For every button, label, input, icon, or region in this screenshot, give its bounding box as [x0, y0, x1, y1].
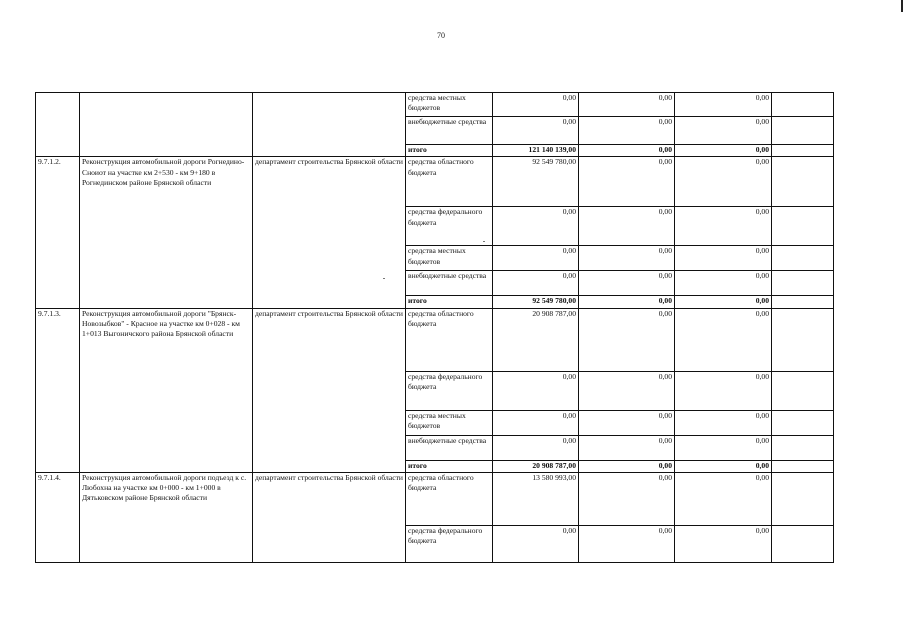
amount-3: 0,00 — [675, 271, 772, 296]
funding-source: средства местных бюджетов — [406, 246, 493, 271]
amount-2: 0,00 — [579, 117, 675, 145]
amount-3: 0,00 — [675, 460, 772, 472]
funding-source: средства федерального бюджета — [406, 207, 493, 246]
amount-2: 0,00 — [579, 460, 675, 472]
amount-3: 0,00 — [675, 296, 772, 308]
amount-3: 0,00 — [675, 246, 772, 271]
empty-cell — [772, 472, 834, 525]
row-department: департамент строительства Брянской области — [253, 308, 406, 472]
page-number: 70 — [437, 31, 445, 40]
amount-2: 0,00 — [579, 145, 675, 157]
funding-source: итого — [406, 145, 493, 157]
amount-1: 20 908 787,00 — [493, 308, 579, 371]
row-name: Реконструкция автомобильной дороги подъезд к с. Любохна на участке км 0+000 - км 1+000 в Дятьковском районе Брянской области — [80, 472, 253, 562]
amount-2: 0,00 — [579, 157, 675, 207]
amount-2: 0,00 — [579, 410, 675, 435]
empty-cell — [772, 117, 834, 145]
funding-source: средства областного бюджета — [406, 308, 493, 371]
amount-2: 0,00 — [579, 435, 675, 460]
empty-cell — [772, 296, 834, 308]
empty-cell — [772, 460, 834, 472]
budget-table — [35, 92, 834, 563]
row-name: Реконструкция автомобильной дороги Рогнедино-Сноиот на участке км 2+530 - км 9+180 в Рогнединском районе Брянской области — [80, 157, 253, 308]
row-code: 9.7.1.2. — [36, 157, 80, 308]
amount-1: 0,00 — [493, 525, 579, 562]
amount-1: 20 908 787,00 — [493, 460, 579, 472]
amount-3: 0,00 — [675, 472, 772, 525]
amount-1: 92 549 780,00 — [493, 296, 579, 308]
table-row — [36, 472, 834, 525]
empty-cell — [772, 271, 834, 296]
funding-source: внебюджетные средства — [406, 435, 493, 460]
empty-cell — [772, 410, 834, 435]
table-row — [36, 308, 834, 371]
funding-source: внебюджетные средства — [406, 117, 493, 145]
empty-cell — [772, 308, 834, 371]
empty-cell — [772, 93, 834, 117]
amount-2: 0,00 — [579, 296, 675, 308]
amount-3: 0,00 — [675, 207, 772, 246]
amount-1: 0,00 — [493, 371, 579, 410]
amount-1: 121 140 139,00 — [493, 145, 579, 157]
empty-cell — [772, 525, 834, 562]
amount-2: 0,00 — [579, 371, 675, 410]
amount-2: 0,00 — [579, 246, 675, 271]
funding-source: внебюджетные средства — [406, 271, 493, 296]
table-row — [36, 93, 834, 117]
funding-source: средства федерального бюджета — [406, 525, 493, 562]
empty-cell — [772, 435, 834, 460]
amount-2: 0,00 — [579, 472, 675, 525]
funding-source: средства местных бюджетов — [406, 93, 493, 117]
amount-2: 0,00 — [579, 271, 675, 296]
amount-3: 0,00 — [675, 117, 772, 145]
empty-cell — [772, 371, 834, 410]
amount-3: 0,00 — [675, 435, 772, 460]
empty-cell — [772, 207, 834, 246]
row-department: департамент строительства Брянской области — [253, 472, 406, 562]
row-name: Реконструкция автомобильной дороги "Брянск-Новозыбков" - Красное на участке км 0+028 - км 1+013 Выгоничского района Брянской области — [80, 308, 253, 472]
amount-2: 0,00 — [579, 525, 675, 562]
row-department — [253, 93, 406, 157]
empty-cell — [772, 145, 834, 157]
amount-1: 0,00 — [493, 93, 579, 117]
row-code: 9.7.1.3. — [36, 308, 80, 472]
amount-2: 0,00 — [579, 93, 675, 117]
row-code — [36, 93, 80, 157]
amount-3: 0,00 — [675, 157, 772, 207]
funding-source: средства местных бюджетов — [406, 410, 493, 435]
amount-3: 0,00 — [675, 410, 772, 435]
amount-1: 92 549 780,00 — [493, 157, 579, 207]
amount-1: 0,00 — [493, 207, 579, 246]
funding-source: средства областного бюджета — [406, 157, 493, 207]
amount-1: 0,00 — [493, 246, 579, 271]
funding-source: итого — [406, 296, 493, 308]
amount-1: 13 580 993,00 — [493, 472, 579, 525]
funding-source: средства областного бюджета — [406, 472, 493, 525]
amount-1: 0,00 — [493, 271, 579, 296]
amount-2: 0,00 — [579, 207, 675, 246]
funding-source: средства федерального бюджета — [406, 371, 493, 410]
scan-edge-mark — [901, 0, 903, 12]
amount-1: 0,00 — [493, 117, 579, 145]
amount-3: 0,00 — [675, 93, 772, 117]
row-code: 9.7.1.4. — [36, 472, 80, 562]
table-row — [36, 157, 834, 207]
funding-source: итого — [406, 460, 493, 472]
amount-3: 0,00 — [675, 371, 772, 410]
amount-3: 0,00 — [675, 145, 772, 157]
amount-1: 0,00 — [493, 410, 579, 435]
amount-2: 0,00 — [579, 308, 675, 371]
empty-cell — [772, 246, 834, 271]
empty-cell — [772, 157, 834, 207]
amount-3: 0,00 — [675, 525, 772, 562]
amount-1: 0,00 — [493, 435, 579, 460]
row-department: департамент строительства Брянской области — [253, 157, 406, 308]
amount-3: 0,00 — [675, 308, 772, 371]
row-name — [80, 93, 253, 157]
